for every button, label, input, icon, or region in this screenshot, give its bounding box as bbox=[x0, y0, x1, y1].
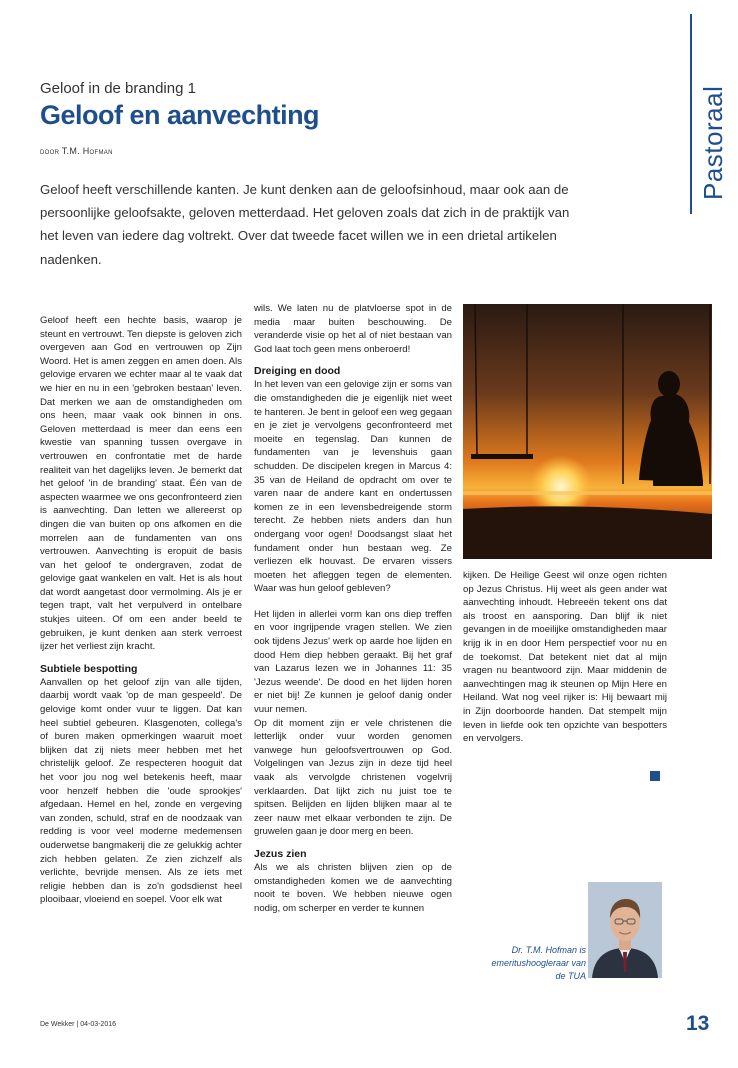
paragraph: Op dit moment zijn er vele christenen die letterlijk onder vuur worden genomen vanwege hun geloofsvertrouwen op God. Volgelingen van Jezus zijn in deze tijd heel vaak als vervolgde christenen vogelvrij verklaarden. Dat lijkt zich nu juist toe te spitsen. Belijden en lijden blijken maar al te zeer nauw met elkaar verbonden te zijn. De gruwelen gaan je door merg en been. bbox=[254, 717, 452, 838]
page-number: 13 bbox=[686, 1012, 710, 1035]
series-kicker: Geloof in de branding 1 bbox=[40, 80, 196, 97]
paragraph: Als we als christen blijven zien op de omstandigheden komen we de aanvechting nooit te boven. We hebben nieuwe ogen nodig, om scherper en verder te kunnen bbox=[254, 861, 452, 914]
paragraph: Geloof heeft een hechte basis, waarop je steunt en vertrouwt. Ten diepste is geloven zich overgeven aan God en vertrouwen op Zijn Woord. Het is amen zeggen en amen doen. Als gelovige ervaren we echter maar al te vaak dat we hier en nu in een 'gebroken bestaan' leven. Dat merken we aan de omstandigheden om ons heen, maar vaak ook binnen in ons. Geloven metterdaad is meer dan eens een kwestie van spanning tussen overgave in vertrouwen en confrontatie met de harde realiteit van het dagelijks leven. Je bemerkt dat het geloof 'in de branding' staat. Één van de aspecten waarmee we ons geconfronteerd zien is aanvechting. Dan letten we allereerst op dingen die van buiten op ons afkomen en die morrelen aan de fundamenten van ons vertrouwen. Aanvechting is eropuit de basis van het geloof te ondergraven, zodat de gelovige gaat wankelen en valt. Het is als hout dat wordt aangetast door vermolming. Als je er tegen trapt, valt het verpulverd in ontelbare stukjes uiteen. Of om een ander beeld te gebruiken, je kunt denken aan sterk verroest ijzer het verliest zijn kracht. bbox=[40, 315, 242, 653]
article-title: Geloof en aanvechting bbox=[40, 100, 320, 130]
section-label: Pastoraal bbox=[698, 85, 728, 200]
intro-paragraph: Geloof heeft verschillende kanten. Je kunt denken aan de geloofsinhoud, maar ook aan de persoonlijke geloofsakte, geloven metterdaad. Het geloven zoals dat zich in de praktijk van het leven van iedere dag voltrekt. Over dat tweede facet willen we in een drietal artikelen nadenken. bbox=[40, 182, 570, 267]
section-rule bbox=[690, 14, 692, 214]
paragraph: In het leven van een gelovige zijn er soms van die omstandigheden die je eigenlijk niet weet te hanteren. Je bent in geloof een weg gegaan en je ziet je vervolgens geconfronteerd met moeite en tegenslag. Dan kunnen de fundamenten van je levenshuis gaan schudden. De discipelen kregen in Marcus 4: 35 van de Heiland de opdracht om over te varen naar de andere kant en ondertussen komen ze in een levensbedreigende storm terecht. Ze hebben niets anders dan hun ondergang voor ogen! Doodsangst slaat het fundament onder hun bestaan weg. Ze verliezen elk houvast. De ervaren vissers moeten het afleggen tegen de elementen. Waar was hun geloof gebleven? bbox=[254, 379, 452, 595]
paragraph: Aanvallen op het geloof zijn van alle tijden, daarbij wordt vaak 'op de man gespeeld'. De gelovige komt onder vuur te liggen. Dat kan heel subtiel gebeuren. Klasgenoten, collega's of buren maken opmerkingen waaruit moet blijken dat zij niets meer hebben met het christelijk geloof. Ze respecteren hooguit dat het voor jou nog wel betekenis heeft, maar voor henzelf hebben die 'oude sprookjes' afgedaan. Hemel en hel, zonde en vergeving van zonden, schuld, straf en de noodzaak van redding is voor veel moderne medemensen ouderwetse bangmakerij die ze gelukkig achter zich hebben gelaten. Ze zien zichzelf als verlichte, bevrijde mensen. Als ze iets met religie hebben dan is zo'n godsdienst heel plooibaar, vloeiend en soepel. Voor elk wat bbox=[40, 676, 242, 906]
subheading: Jezus zien bbox=[254, 847, 307, 860]
column-1 bbox=[40, 314, 242, 907]
author-portrait bbox=[588, 882, 662, 978]
subheading: Dreiging en dood bbox=[254, 365, 341, 378]
paragraph: kijken. De Heilige Geest wil onze ogen richten op Jezus Christus. Hij weet als geen ander wat aanvechting inhoudt. Hebreeën tekent ons dat als troost en aansporing. Dan blijf ik niet gevangen in de moeilijke omstandigheden maar krijg ik in en door Hem perspectief voor nu en de toekomst. Dat betekent niet dat al mijn vragen nu beantwoord zijn. Maar middenin de aanvechtingen mag ik steunen op Mijn Here en Heiland. Wat nog veel rijker is: Hij bewaart mij in Zijn doorboorde handen. Dat stempelt mijn leven in liefde ook ten opzichte van bespotters en vervolgers. bbox=[463, 570, 667, 745]
end-mark-square bbox=[650, 771, 660, 781]
footer-publication: De Wekker | 04-03-2016 bbox=[40, 1021, 117, 1028]
column-2 bbox=[254, 302, 452, 915]
subheading: Subtiele bespotting bbox=[40, 662, 138, 675]
byline-prefix: door bbox=[40, 147, 60, 156]
paragraph: wils. We laten nu de platvloerse spot in de media maar buiten beschouwing. De veranderde visie op het al of niet bestaan van God laat toch geen mens onberoerd! bbox=[254, 303, 452, 355]
byline-author: T.M. Hofman bbox=[61, 146, 113, 156]
author-caption: Dr. T.M. Hofman is emeritushoogleraar van de TUA bbox=[491, 945, 586, 981]
byline bbox=[40, 146, 113, 156]
paragraph: Het lijden in allerlei vorm kan ons diep treffen en voor ingrijpende vragen stellen. We zien ook tijdens Jezus' werk op aarde hoe lijden en dood Hem diep hebben geraakt. Bij het graf van Lazarus lezen we in Johannes 11: 35 'Jezus weende'. De dood en het lijden horen er niet bij! Ze kunnen je geloof danig onder vuur nemen. bbox=[254, 608, 452, 716]
column-3 bbox=[463, 569, 667, 746]
sunset-swing-photo bbox=[463, 304, 712, 559]
